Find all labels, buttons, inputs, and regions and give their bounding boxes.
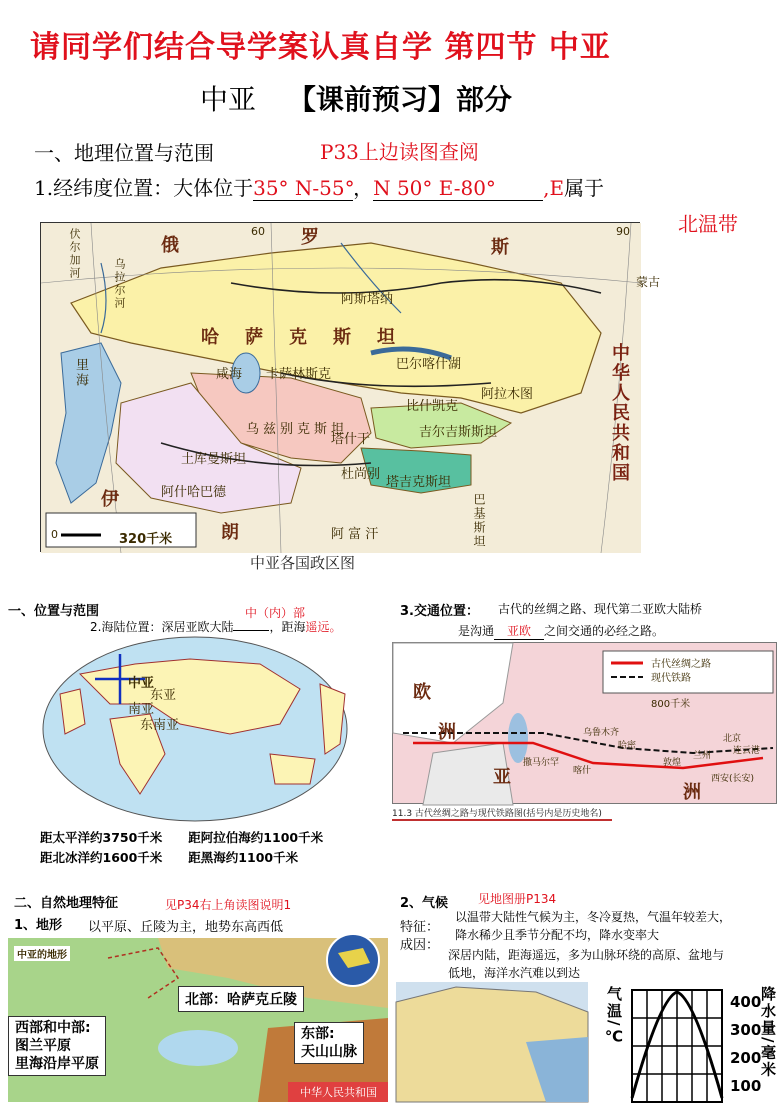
climate-type-map: [396, 982, 588, 1102]
callout-east-line1: 东部:: [301, 1026, 335, 1042]
lon-90: 90: [616, 225, 630, 238]
far-answer: 遥远。: [305, 620, 342, 634]
climate-chart: [630, 988, 724, 1102]
traffic-text-2-pre: 是沟通: [458, 624, 495, 638]
label-turkmenistan: 土库曼斯坦: [181, 452, 247, 467]
label-urumqi: 乌鲁木齐: [583, 728, 620, 738]
distance-black-sea: 距黑海约1100千米: [188, 850, 299, 865]
climate-heading: 2、气候: [400, 896, 449, 911]
label-volga: 伏尔加河: [68, 228, 81, 280]
label-karaganda: 卡萨林斯克: [266, 367, 332, 382]
section-subtitle: [200, 78, 512, 118]
label-dushanbe: 杜尚别: [341, 467, 381, 482]
world-map-graphic: [40, 634, 350, 824]
latitude-blank: 35° N-55°: [253, 176, 355, 200]
section1-heading: 一、地理位置与范围: [34, 141, 214, 165]
lon-60: 60: [251, 225, 265, 238]
label-kyrgyzstan: 吉尔吉斯斯坦: [419, 425, 498, 440]
label-kazakhstan: 哈萨克斯坦: [201, 327, 421, 348]
label-russia-1: 俄: [161, 235, 179, 256]
label-pakistan: 巴基斯坦: [472, 493, 486, 549]
tick-100: 100: [730, 1077, 762, 1095]
callout-north: 北部：哈萨克丘陵: [178, 986, 304, 1012]
tick-400: 400: [730, 993, 762, 1011]
latlon-comma: ，: [353, 176, 374, 200]
sea-land-text-b: ，距海: [269, 620, 306, 634]
distance-arabian: 距阿拉伯海约1100千米: [188, 830, 324, 845]
sea-land-text: 2.海陆位置：深居亚欧大陆: [90, 620, 234, 634]
label-astana: 阿斯塔纳: [341, 292, 394, 307]
tick-300: 300: [730, 1021, 762, 1039]
label-lanzhou: 兰州: [693, 751, 712, 761]
inland-answer: 中（内）部: [245, 606, 306, 620]
label-dunhuang: 敦煌: [663, 758, 682, 768]
label-russia-2: 罗: [301, 227, 319, 248]
traffic-line-2: [458, 622, 664, 640]
silk-road-caption: 11.3 古代丝绸之路与现代铁路图(括号内是历史地名): [392, 806, 612, 821]
distance-row-2: [40, 848, 323, 868]
page-title: 请同学们结合导学案认真自学 第四节 中亚: [30, 30, 611, 65]
china-band-label: 中华人民共和国: [300, 1086, 377, 1099]
callout-east: [294, 1022, 364, 1064]
chart-right-ticks: [730, 988, 761, 1100]
map-graphic: [41, 223, 641, 553]
region-southeast-asia: 东南亚: [140, 718, 180, 733]
label-tashkent: 塔什干: [331, 432, 371, 447]
label-hami: 哈密: [618, 741, 637, 751]
climate-type-map-graphic: [396, 982, 588, 1102]
label-almaty: 阿拉木图: [481, 387, 534, 402]
label-iran: 朗: [221, 522, 239, 543]
subtitle-main: 中亚: [200, 83, 257, 116]
section1-note: P33上边读图查阅: [320, 140, 479, 164]
traffic-text-1: 古代的丝绸之路、现代第二亚欧大陆桥: [498, 602, 703, 616]
latlon-prefix: 1.经纬度位置：大体位于: [34, 176, 254, 200]
climate-chart-graphic: [630, 988, 724, 1102]
label-ashgabat: 阿什哈巴德: [161, 485, 227, 500]
label-tajikistan: 塔吉克斯坦: [386, 475, 452, 490]
distance-facts: [40, 828, 323, 868]
label-bishkek: 比什凯克: [406, 399, 459, 414]
eurasia-answer: 亚欧: [494, 622, 544, 640]
callout-west: [8, 1016, 106, 1076]
longitude-suffix-e: ,E: [543, 176, 565, 200]
label-iran-i: 伊: [101, 489, 119, 510]
region-south-asia: 南亚: [128, 702, 155, 717]
callout-east-line2: 天山山脉: [301, 1044, 357, 1060]
tick-200: 200: [730, 1049, 762, 1067]
terrain-label: 1、地形: [14, 918, 63, 933]
label-asia-2: 洲: [683, 782, 701, 803]
climate-cause-line2: 低地，海洋水汽难以到达: [448, 966, 581, 980]
world-map: [40, 634, 350, 824]
label-uzbekistan: 乌兹别克斯坦: [246, 422, 349, 437]
silk-scale: 800千米: [651, 699, 691, 710]
chart-right-label: 降水量/毫米: [759, 986, 777, 1079]
label-asia-1: 亚: [493, 767, 511, 788]
section2-heading: 二、自然地理特征: [14, 896, 119, 911]
traffic-heading: 3.交通位置：: [400, 604, 479, 619]
temperate-zone-answer: 北温带: [678, 212, 738, 236]
silk-road-map: [392, 642, 777, 804]
label-kashgar: 喀什: [573, 766, 592, 776]
traffic-text-2-post: 之间交通的必经之路。: [544, 624, 665, 638]
climate-cause-label: 成因：: [400, 938, 440, 953]
label-balkhash: 巴尔喀什湖: [396, 357, 462, 372]
climate-feature: [455, 908, 731, 944]
section2-note: 见P34右上角读图说明1: [165, 898, 292, 912]
distance-arctic: 距北冰洋约1600千米: [40, 850, 163, 865]
climate-note: 见地图册P134: [478, 892, 557, 906]
label-beijing: 北京: [723, 734, 742, 744]
climate-cause: [448, 946, 724, 982]
label-europe-2: 洲: [438, 722, 456, 743]
climate-feature-label: 特征：: [400, 920, 440, 935]
climate-feature-line1: 以温带大陆性气候为主，冬冷夏热，气温年较差大，: [455, 910, 732, 924]
label-russia-3: 斯: [491, 237, 509, 258]
label-ural-river: 乌拉尔河: [113, 258, 126, 310]
label-china: 中华人民共和国: [609, 343, 630, 483]
label-afghanistan: 阿 富 汗: [331, 527, 379, 542]
terrain-text: 以平原、丘陵为主，地势东高西低: [88, 920, 284, 935]
left-section-heading: 一、位置与范围: [8, 604, 100, 619]
label-samarkand: 撒马尔罕: [523, 758, 560, 768]
label-mongolia: 蒙古: [636, 275, 661, 289]
climate-feature-line2: 降水稀少且季节分配不均，降水变率大: [455, 928, 660, 942]
region-east-asia: 东亚: [150, 688, 177, 703]
terrain-lake: [158, 1030, 238, 1066]
label-xian: 西安(长安): [711, 774, 755, 784]
scale-label: 320千米: [119, 532, 173, 547]
latlon-line: [34, 172, 604, 201]
map-caption: 中亚各国政区图: [250, 554, 356, 572]
longitude-blank: N 50° E-80°: [373, 176, 543, 201]
distance-row-1: [40, 828, 323, 848]
australia: [270, 754, 315, 784]
central-asia-political-map: [40, 222, 661, 552]
label-caspian: 里海: [73, 358, 88, 388]
terrain-map-title: 中亚的地形: [14, 946, 70, 961]
callout-west-line1: 西部和中部:: [15, 1020, 91, 1036]
callout-west-line2: 图兰平原: [15, 1038, 71, 1054]
latlon-suffix: 属于: [564, 176, 605, 200]
legend-rail: 现代铁路: [651, 673, 691, 684]
callout-west-line3: 里海沿岸平原: [15, 1056, 99, 1072]
label-europe-1: 欧: [413, 682, 431, 703]
label-aral: 咸海: [216, 367, 243, 382]
sea-land-line: [90, 618, 341, 635]
distance-pacific: 距太平洋约3750千米: [40, 830, 163, 845]
region-central-asia: 中亚: [128, 676, 155, 691]
climate-cause-line1: 深居内陆，距海遥远，多为山脉环绕的高原、盆地与: [448, 948, 725, 962]
label-lianyungang: 连云港: [733, 746, 761, 756]
subtitle-bracket: 【课前预习】部分: [287, 83, 512, 116]
terrain-map: [8, 938, 388, 1102]
scale-zero: 0: [51, 528, 58, 541]
legend-silk: 古代丝绸之路: [651, 659, 711, 670]
chart-left-label: 气温/℃: [605, 986, 623, 1048]
